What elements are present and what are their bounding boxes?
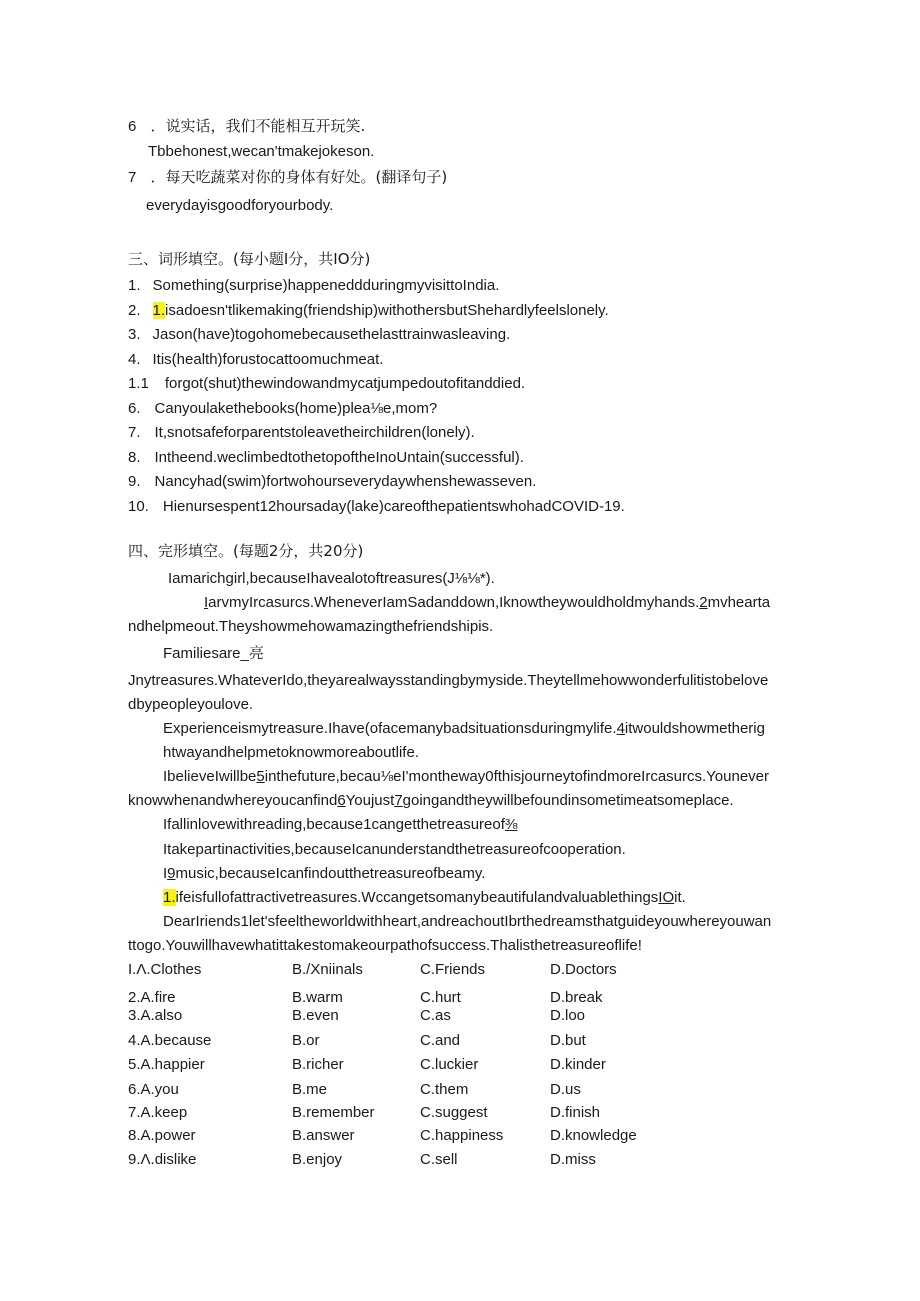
option-c: C.suggest — [420, 1104, 488, 1121]
option-a: I.Λ.Clothes — [128, 961, 202, 978]
option-d: D.break — [550, 989, 603, 1006]
option-b: B.answer — [292, 1127, 355, 1144]
blank-10: IO — [658, 889, 675, 906]
option-d: D.us — [550, 1081, 581, 1098]
blank-2: 2 — [699, 594, 708, 611]
cloze-p3-line1: Familiesare_亮 — [163, 645, 264, 662]
option-d: D.finish — [550, 1104, 601, 1121]
option-d: D.but — [550, 1032, 586, 1049]
s3-item-6: 6. Canyoulakethebooks(home)plea⅛e,mom? — [128, 400, 438, 417]
option-d: D.kinder — [550, 1056, 606, 1073]
option-b: B./Xniinals — [292, 961, 363, 978]
option-b: B.warm — [292, 989, 343, 1006]
cloze-p6: Ifallinlovewithreading,because1cangetthetreasureof⅜ — [163, 816, 518, 833]
option-d: D.miss — [550, 1151, 596, 1168]
blank-9: 9 — [167, 865, 176, 882]
option-b: B.even — [292, 1007, 339, 1024]
highlight-mark: 1. — [163, 889, 176, 906]
option-c: C.sell — [420, 1151, 458, 1168]
option-a: 8.A.power — [128, 1127, 196, 1144]
blank-6: 6 — [337, 792, 346, 809]
option-c: C.hurt — [420, 989, 461, 1006]
blank-5: 5 — [256, 768, 265, 785]
blank-8: ⅜ — [504, 816, 518, 833]
blank-7: 7 — [394, 792, 403, 809]
s3-item-9: 9. Nancyhad(swim)fortwohourseverydaywhenshewasseven. — [128, 473, 537, 490]
cloze-p7: Itakepartinactivities,becauseIcanunderstandthetreasureofcooperation. — [163, 841, 626, 858]
cloze-p2-line2: ndhelpmeout.Theyshowmehowamazingthefriendshipis. — [128, 618, 494, 635]
cloze-p3-line3: dbypeopleyoulove. — [128, 696, 254, 713]
q6-english: Tbbehonest,wecan'tmakejokeson. — [148, 143, 375, 160]
cloze-p10-line2: ttogo.Youwillhavewhatittakestomakeourpathofsuccess.Thalisthetreasureoflife! — [128, 937, 642, 954]
s3-item-2: 2. 1.isadoesn'tlikemaking(friendship)withothersbutShehardlyfeelslonely. — [128, 302, 609, 319]
s3-item-3: 3. Jason(have)togohomebecausethelasttrainwasleaving. — [128, 326, 511, 343]
cloze-p2-line1: IarvmyIrcasurcs.WheneverIamSadanddown,Iknowtheywouldholdmyhands.2mvheartа — [204, 594, 771, 611]
section3-title: 三、词形填空。(每小题I分，共IO分) — [128, 250, 371, 268]
cloze-p5-line2: knowwhenandwhereyoucanfind6Youjust7goingandtheywillbefoundinsometimeatsomeplace. — [128, 792, 734, 809]
option-c: C.and — [420, 1032, 461, 1049]
option-d: D.loo — [550, 1007, 586, 1024]
cloze-p4-line2: htwayandhelpmetoknowmoreaboutlife. — [163, 744, 419, 761]
option-a: 7.A.keep — [128, 1104, 188, 1121]
s3-item-10: 10. Hienursespent12hoursaday(lake)careofthepatientswhohadCOVID-19. — [128, 498, 625, 515]
highlight-mark: 1. — [152, 302, 166, 319]
option-a: 2.A.fire — [128, 989, 176, 1006]
cloze-p5-line1: IbelieveIwillbe5inthefuture,becau⅛eI'montheway0fthisjourneytofindmoreIrcasurcs.Younever — [163, 768, 770, 785]
option-a: 3.A.also — [128, 1007, 183, 1024]
cloze-p8: I9music,becauseIcanfindoutthetreasureofbeamy. — [163, 865, 486, 882]
blank-4: 4 — [616, 720, 625, 737]
section4-title: 四、完形填空。(每题2分，共20分) — [128, 542, 364, 560]
option-b: B.remember — [292, 1104, 375, 1121]
cloze-p4-line1: Experienceismytreasure.Ihave(ofacemanybadsituationsduringmylife.4itwouldshowmetherig — [163, 720, 765, 737]
translation-q6 — [128, 116, 365, 137]
s3-item-5: 1.1 forgot(shut)thewindowandmycatjumpedoutofitanddied. — [128, 375, 526, 392]
s3-item-7: 7. It,snotsafeforparentstoleavetheirchildren(lonely). — [128, 424, 475, 441]
option-a: 9.Λ.dislike — [128, 1151, 197, 1168]
s3-item-1: 1. Something(surprise)happeneddduringmyvisittoIndia. — [128, 277, 500, 294]
option-d: D.Doctors — [550, 961, 617, 978]
option-b: B.or — [292, 1032, 320, 1049]
option-d: D.knowledge — [550, 1127, 637, 1144]
option-c: C.them — [420, 1081, 469, 1098]
option-a: 4.A.because — [128, 1032, 212, 1049]
s3-item-4: 4. Itis(health)forustocattoomuchmeat. — [128, 351, 384, 368]
q6-number: 6 — [128, 118, 137, 135]
cloze-p10-line1: DearIriends1let'sfeeltheworldwithheart,andreachoutIbrthedreamsthatguideyouwhereyouwan — [163, 913, 772, 930]
option-b: B.richer — [292, 1056, 344, 1073]
q7-chinese: ．每天吃蔬菜对你的身体有好处。(翻译句子) — [150, 168, 448, 186]
option-a: 6.A.you — [128, 1081, 179, 1098]
option-b: B.enjoy — [292, 1151, 343, 1168]
s3-item-8: 8. Intheend.weclimbedtothetopoftheInoUntain(successful). — [128, 449, 524, 466]
cloze-p3-line2: Jnytreasures.WhateverIdo,theyarealwaysstandingbymyside.Theytellmehowwonderfulitistobelove — [128, 672, 769, 689]
option-c: C.happiness — [420, 1127, 504, 1144]
q7-english: everydayisgoodforyourbody. — [146, 197, 334, 214]
q7-number: 7 — [128, 169, 137, 186]
blank-1: I — [204, 594, 209, 611]
option-c: C.luckier — [420, 1056, 479, 1073]
q6-chinese: ．说实话，我们不能相互开玩笑. — [150, 117, 366, 135]
option-a: 5.A.happier — [128, 1056, 205, 1073]
option-c: C.as — [420, 1007, 451, 1024]
option-b: B.me — [292, 1081, 328, 1098]
cloze-p9: 1.ifeisfullofattractivetreasures.WccangetsomanybeautifulandvaluablethingsIOit. — [163, 889, 686, 906]
cloze-p1: Iamarichgirl,becauseIhavealotoftreasures(J⅛⅛*). — [168, 570, 495, 587]
option-c: C.Friends — [420, 961, 486, 978]
translation-q7 — [128, 167, 447, 188]
